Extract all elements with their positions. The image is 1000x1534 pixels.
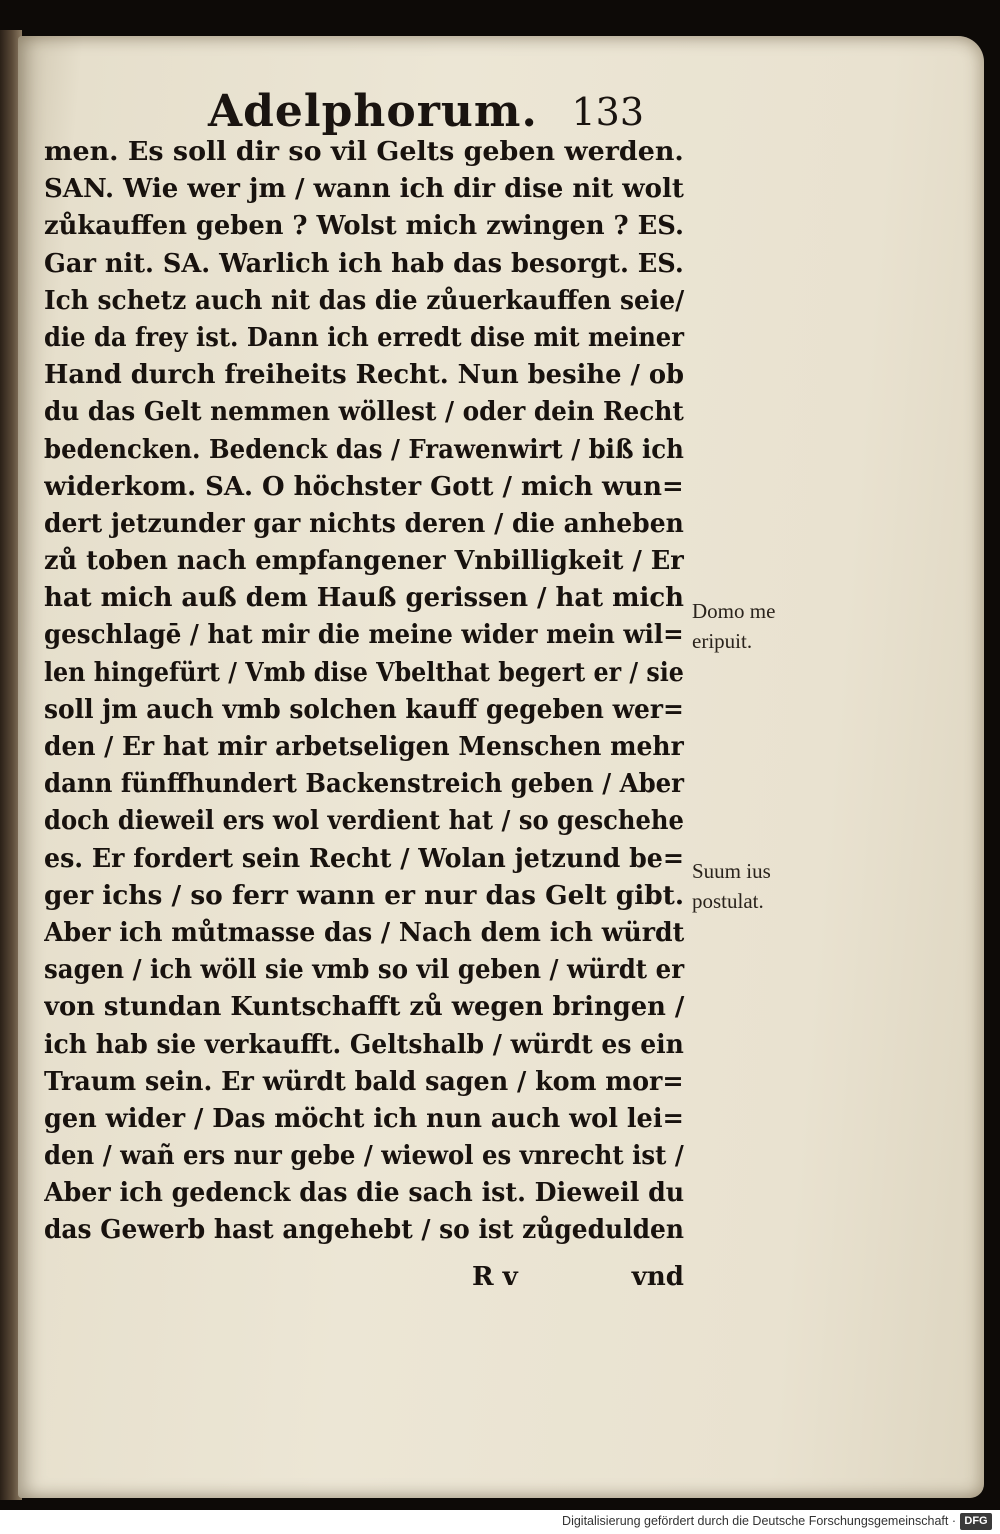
text-line: zů toben nach empfangener Vnbilligkeit / Er <box>44 546 684 577</box>
funding-credit: Digitalisierung gefördert durch die Deutsche Forschungsgemeinschaft · <box>562 1514 956 1528</box>
text-line: soll jm auch vmb solchen kauff gegeben wer= <box>44 694 684 725</box>
text-line: es. Er fordert sein Recht / Wolan jetzund be= <box>44 843 685 874</box>
marginal-note-domo <box>692 596 842 656</box>
text-line: SAN. Wie wer jm / wann ich dir dise nit wolt <box>44 174 684 205</box>
text-line: dert jetzunder gar nichts deren / die anheben <box>44 508 684 539</box>
catchword: vnd <box>631 1262 684 1292</box>
text-line: len hingefürt / Vmb dise Vbelthat begert er / sie <box>44 657 684 688</box>
page-header <box>208 78 668 140</box>
text-line: bedencken. Bedenck das / Frawenwirt / biß ich <box>44 434 684 465</box>
marginal-note-suum <box>692 856 842 916</box>
text-line: doch dieweil ers wol verdient hat / so geschehe <box>44 806 684 837</box>
text-line: Gar nit. SA. Warlich ich hab das besorgt. ES. <box>44 248 684 279</box>
digitization-footer <box>0 1510 1000 1534</box>
text-line: sagen / ich wöll sie vmb so vil geben / würdt er <box>44 955 685 986</box>
text-line: widerkom. SA. O höchster Gott / mich wun= <box>44 471 684 502</box>
text-line: dann fünffhundert Backenstreich geben / Aber <box>44 769 685 800</box>
text-line: ger ichs / so ferr wann er nur das Gelt gibt. <box>44 880 685 911</box>
running-title: Adelphorum. <box>208 86 538 137</box>
text-line: den / Er hat mir arbetseligen Menschen mehr <box>44 732 684 762</box>
text-line: den / wañ ers nur gebe / wiewol es vnrecht ist / <box>44 1141 684 1172</box>
page-number: 133 <box>571 90 644 134</box>
text-line: geschlagē / hat mir die meine wider mein wil= <box>44 620 684 651</box>
text-line: die da frey ist. Dann ich erredt dise mit meiner <box>44 322 684 353</box>
body-text <box>44 134 694 1250</box>
text-line: Aber ich gedenck das die sach ist. Dieweil du <box>44 1178 685 1209</box>
text-line: gen wider / Das möcht ich nun auch wol lei= <box>44 1103 684 1134</box>
marginal-note-line: eripuit. <box>692 629 753 653</box>
text-line: Hand durch freiheits Recht. Nun besihe / ob <box>44 360 685 391</box>
text-line: Traum sein. Er würdt bald sagen / kom mor= <box>44 1066 684 1097</box>
text-line: ich hab sie verkaufft. Geltshalb / würdt es ein <box>44 1029 684 1060</box>
text-line: hat mich auß dem Hauß gerissen / hat mich <box>44 583 684 614</box>
dfg-logo-icon <box>960 1513 992 1530</box>
catchline <box>460 1262 690 1302</box>
marginal-note-line: Suum ius <box>692 859 771 883</box>
text-line: von stundan Kuntschafft zů wegen bringen / <box>44 992 685 1023</box>
text-line: Ich schetz auch nit das die zůuerkauffen seie/ <box>44 285 685 316</box>
dfg-logo-text: DFG <box>964 1515 988 1527</box>
marginal-note-line: Domo me <box>692 599 776 623</box>
marginal-note-line: postulat. <box>692 889 764 913</box>
text-line: Aber ich můtmasse das / Nach dem ich würdt <box>44 917 685 948</box>
signature-mark: R v <box>472 1262 518 1292</box>
text-line: das Gewerb hast angehebt / so ist zůgedulden <box>44 1215 685 1246</box>
text-line: men. Es soll dir so vil Gelts geben werden. <box>44 137 684 167</box>
text-line: zůkauffen geben ? Wolst mich zwingen ? ES. <box>44 211 684 242</box>
text-line: du das Gelt nemmen wöllest / oder dein Recht <box>44 397 684 428</box>
